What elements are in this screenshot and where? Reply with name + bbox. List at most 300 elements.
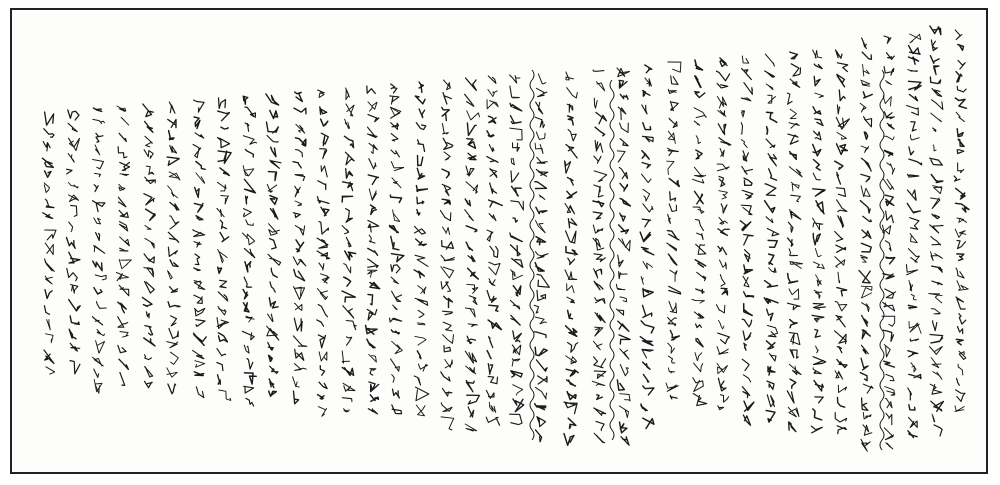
handwritten-glyph xyxy=(294,287,305,300)
handwritten-glyph xyxy=(171,316,177,326)
handwritten-glyph xyxy=(696,150,702,159)
handwritten-glyph xyxy=(320,366,324,376)
handwritten-glyph xyxy=(568,343,578,353)
handwritten-glyph xyxy=(567,297,575,303)
handwritten-glyph xyxy=(368,259,379,268)
handwritten-glyph xyxy=(595,313,605,323)
handwritten-glyph xyxy=(769,268,776,273)
handwritten-glyph xyxy=(619,80,627,88)
handwritten-glyph xyxy=(418,156,423,166)
handwritten-glyph xyxy=(536,102,543,114)
handwritten-glyph xyxy=(789,167,802,177)
handwritten-glyph xyxy=(510,86,519,98)
handwritten-glyph xyxy=(538,376,548,384)
handwritten-glyph xyxy=(513,218,518,222)
handwritten-glyph xyxy=(120,222,128,231)
handwritten-glyph xyxy=(862,230,871,238)
handwritten-glyph xyxy=(594,357,606,368)
handwritten-glyph xyxy=(837,105,839,114)
handwritten-glyph xyxy=(884,112,894,119)
handwritten-glyph xyxy=(568,258,575,264)
handwritten-glyph xyxy=(270,110,278,118)
handwritten-glyph xyxy=(862,243,872,252)
handwritten-column xyxy=(564,72,578,445)
handwritten-glyph xyxy=(816,275,822,286)
handwritten-glyph xyxy=(170,260,178,267)
handwritten-glyph xyxy=(617,380,624,390)
handwritten-glyph xyxy=(270,366,278,373)
handwritten-glyph xyxy=(620,213,626,221)
handwritten-glyph xyxy=(789,289,799,299)
handwritten-glyph xyxy=(669,179,679,187)
handwritten-column xyxy=(167,102,180,394)
handwritten-glyph xyxy=(932,214,940,219)
handwritten-glyph xyxy=(741,98,750,101)
handwritten-glyph xyxy=(670,270,677,281)
handwritten-glyph xyxy=(168,302,180,307)
handwritten-glyph xyxy=(911,294,916,299)
handwritten-glyph xyxy=(721,204,727,213)
handwritten-glyph xyxy=(645,65,652,73)
handwritten-glyph xyxy=(146,209,156,220)
editorial-wavy-line xyxy=(530,70,534,440)
handwritten-glyph xyxy=(489,402,496,412)
handwritten-glyph xyxy=(767,229,779,236)
handwritten-glyph xyxy=(908,57,918,64)
handwritten-glyph xyxy=(488,90,497,97)
handwritten-glyph xyxy=(717,347,728,355)
handwritten-glyph xyxy=(468,407,474,417)
handwritten-glyph xyxy=(244,209,252,217)
handwritten-glyph xyxy=(836,50,842,58)
handwritten-glyph xyxy=(719,138,731,146)
handwritten-glyph xyxy=(266,94,279,105)
handwritten-glyph xyxy=(94,185,98,192)
handwritten-glyph xyxy=(144,150,153,159)
handwritten-glyph xyxy=(885,241,891,251)
handwritten-glyph xyxy=(319,352,327,361)
handwritten-glyph xyxy=(669,301,677,312)
handwritten-glyph xyxy=(296,138,306,146)
handwritten-glyph xyxy=(696,136,700,144)
handwritten-glyph xyxy=(884,150,892,156)
handwritten-glyph xyxy=(720,275,725,286)
handwritten-glyph xyxy=(467,111,480,120)
handwritten-glyph xyxy=(318,181,326,190)
handwritten-glyph xyxy=(790,320,797,328)
handwritten-glyph xyxy=(69,329,76,339)
handwritten-glyph xyxy=(566,72,574,80)
handwritten-glyph xyxy=(670,101,678,110)
handwritten-glyph xyxy=(170,216,179,229)
handwritten-glyph xyxy=(317,251,329,259)
handwritten-glyph xyxy=(567,191,577,198)
handwritten-glyph xyxy=(145,282,155,294)
handwritten-glyph xyxy=(143,104,153,117)
handwritten-glyph xyxy=(909,374,922,378)
handwritten-glyph xyxy=(488,320,501,330)
handwritten-glyph xyxy=(930,335,943,344)
handwritten-glyph xyxy=(790,79,800,87)
handwritten-glyph xyxy=(567,88,578,98)
handwritten-glyph xyxy=(957,86,966,92)
handwritten-column xyxy=(465,78,480,431)
handwritten-glyph xyxy=(886,414,892,425)
handwritten-glyph xyxy=(195,361,205,368)
handwritten-glyph xyxy=(467,139,476,149)
handwritten-glyph xyxy=(696,324,702,328)
handwritten-glyph xyxy=(641,321,654,333)
handwritten-column xyxy=(217,98,231,400)
handwritten-glyph xyxy=(145,381,153,387)
handwritten-glyph xyxy=(510,414,522,424)
handwritten-glyph xyxy=(270,282,275,292)
handwritten-glyph xyxy=(539,195,545,200)
handwritten-glyph xyxy=(836,117,849,129)
handwritten-glyph xyxy=(765,281,778,288)
handwritten-glyph xyxy=(838,216,844,228)
handwritten-glyph xyxy=(95,275,106,280)
handwritten-glyph xyxy=(642,219,650,227)
handwritten-glyph xyxy=(391,265,400,273)
handwritten-glyph xyxy=(835,331,847,344)
handwritten-column xyxy=(390,84,404,414)
handwritten-glyph xyxy=(342,196,352,202)
handwritten-glyph xyxy=(695,60,703,70)
handwritten-glyph xyxy=(393,210,400,222)
handwritten-glyph xyxy=(716,305,724,313)
handwritten-glyph xyxy=(861,439,870,451)
handwritten-glyph xyxy=(321,207,329,216)
handwritten-glyph xyxy=(194,268,200,270)
handwritten-glyph xyxy=(170,287,178,293)
handwritten-glyph xyxy=(957,218,967,222)
handwritten-glyph xyxy=(695,191,704,204)
handwritten-glyph xyxy=(391,162,403,171)
handwritten-glyph xyxy=(768,326,778,337)
handwritten-glyph xyxy=(767,395,774,407)
handwritten-glyph xyxy=(932,414,935,422)
handwritten-glyph xyxy=(119,133,126,141)
handwritten-glyph xyxy=(391,123,399,130)
handwritten-glyph xyxy=(295,186,301,197)
handwritten-glyph xyxy=(955,229,966,237)
handwritten-glyph xyxy=(742,359,749,370)
handwritten-glyph xyxy=(120,373,125,386)
handwritten-glyph xyxy=(643,136,654,141)
handwritten-glyph xyxy=(717,164,729,171)
handwritten-glyph xyxy=(743,415,750,425)
handwritten-glyph xyxy=(119,359,128,369)
handwritten-glyph xyxy=(118,317,128,328)
handwritten-glyph xyxy=(642,105,647,114)
handwritten-glyph xyxy=(787,93,792,104)
handwritten-glyph xyxy=(835,257,845,268)
handwritten-glyph xyxy=(392,291,402,301)
handwritten-glyph xyxy=(442,184,451,195)
handwritten-glyph xyxy=(168,384,176,394)
handwritten-glyph xyxy=(695,76,701,88)
handwritten-glyph xyxy=(697,233,703,240)
handwritten-glyph xyxy=(442,124,448,135)
handwritten-glyph xyxy=(790,349,798,358)
handwritten-glyph xyxy=(220,280,227,287)
handwritten-glyph xyxy=(96,233,100,241)
handwritten-glyph xyxy=(955,406,964,412)
handwritten-glyph xyxy=(695,353,702,361)
handwritten-glyph xyxy=(642,163,651,169)
handwritten-glyph xyxy=(788,303,801,310)
handwritten-glyph xyxy=(643,262,652,269)
handwritten-glyph xyxy=(671,76,678,85)
handwritten-glyph xyxy=(766,139,775,148)
handwritten-glyph xyxy=(218,333,227,342)
handwritten-glyph xyxy=(441,403,452,412)
handwritten-glyph xyxy=(930,158,943,165)
handwritten-glyph xyxy=(861,286,872,298)
handwritten-glyph xyxy=(790,261,803,268)
handwritten-glyph xyxy=(861,174,870,182)
handwritten-glyph xyxy=(343,306,354,318)
handwritten-glyph xyxy=(294,391,299,404)
handwritten-glyph xyxy=(616,284,625,289)
handwritten-glyph xyxy=(390,225,399,232)
handwritten-glyph xyxy=(271,268,277,277)
handwritten-glyph xyxy=(668,131,675,143)
handwritten-glyph xyxy=(70,343,80,351)
handwritten-glyph xyxy=(244,249,254,258)
handwritten-glyph xyxy=(196,173,205,184)
handwritten-glyph xyxy=(694,312,703,318)
handwritten-column xyxy=(42,112,56,374)
handwritten-glyph xyxy=(621,437,629,446)
handwritten-glyph xyxy=(813,173,820,180)
handwritten-glyph xyxy=(145,226,151,230)
handwritten-glyph xyxy=(642,151,649,160)
handwritten-glyph xyxy=(643,91,650,97)
handwritten-glyph xyxy=(118,197,126,207)
handwritten-glyph xyxy=(769,169,777,181)
handwritten-glyph xyxy=(269,298,278,308)
handwritten-glyph xyxy=(346,238,351,247)
handwritten-glyph xyxy=(443,227,450,235)
handwritten-glyph xyxy=(93,357,104,366)
handwritten-glyph xyxy=(368,127,378,138)
handwritten-glyph xyxy=(345,119,350,128)
handwritten-glyph xyxy=(791,64,800,76)
handwritten-glyph xyxy=(390,195,401,202)
handwritten-glyph xyxy=(487,131,494,137)
handwritten-glyph xyxy=(813,304,825,310)
handwritten-glyph xyxy=(168,271,173,279)
handwritten-glyph xyxy=(392,405,402,414)
handwritten-glyph xyxy=(490,168,497,177)
handwritten-glyph xyxy=(93,261,102,271)
handwritten-glyph xyxy=(932,89,942,97)
handwritten-glyph xyxy=(44,183,49,193)
handwritten-glyph xyxy=(120,332,128,338)
handwritten-glyph xyxy=(217,318,229,329)
handwritten-glyph xyxy=(696,220,704,231)
handwritten-glyph xyxy=(346,209,353,223)
handwritten-glyph xyxy=(744,343,747,350)
handwritten-glyph xyxy=(441,255,455,261)
handwritten-glyph xyxy=(441,282,450,292)
handwritten-glyph xyxy=(568,116,574,125)
handwritten-glyph xyxy=(767,309,773,321)
handwritten-glyph xyxy=(418,364,427,371)
handwritten-glyph xyxy=(789,123,799,128)
handwritten-glyph xyxy=(168,232,179,242)
handwritten-glyph xyxy=(885,195,893,205)
handwritten-glyph xyxy=(45,276,52,284)
handwritten-glyph xyxy=(744,401,754,411)
handwritten-glyph xyxy=(958,364,963,375)
handwritten-glyph xyxy=(295,175,305,181)
handwritten-glyph xyxy=(217,182,226,191)
handwritten-glyph xyxy=(930,225,943,233)
handwritten-glyph xyxy=(957,281,968,291)
handwritten-glyph xyxy=(884,36,891,43)
handwritten-glyph xyxy=(835,302,847,311)
handwritten-glyph xyxy=(642,349,653,358)
handwritten-glyph xyxy=(392,341,403,353)
handwritten-glyph xyxy=(860,103,866,112)
handwritten-glyph xyxy=(442,241,454,250)
handwritten-glyph xyxy=(816,201,824,214)
handwritten-glyph xyxy=(720,148,724,156)
handwritten-glyph xyxy=(465,210,474,221)
handwritten-glyph xyxy=(344,277,351,286)
handwritten-glyph xyxy=(67,238,76,249)
handwritten-glyph xyxy=(640,232,650,242)
handwritten-glyph xyxy=(838,272,840,282)
manuscript-sheet xyxy=(10,8,988,474)
handwritten-glyph xyxy=(668,368,674,373)
handwritten-glyph xyxy=(620,94,628,99)
handwritten-glyph xyxy=(513,143,520,152)
handwritten-glyph xyxy=(391,134,398,141)
handwritten-glyph xyxy=(789,333,800,345)
handwritten-glyph xyxy=(568,310,573,318)
handwritten-column xyxy=(414,82,429,416)
handwritten-glyph xyxy=(218,151,231,164)
handwritten-glyph xyxy=(97,329,105,335)
handwritten-glyph xyxy=(416,405,425,416)
handwritten-glyph xyxy=(244,386,254,393)
handwritten-glyph xyxy=(596,421,604,430)
handwritten-glyph xyxy=(886,443,893,449)
handwritten-glyph xyxy=(568,418,576,428)
handwritten-glyph xyxy=(415,298,428,305)
handwritten-glyph xyxy=(789,422,796,432)
handwritten-glyph xyxy=(909,405,915,410)
handwritten-glyph xyxy=(930,77,940,84)
handwritten-glyph xyxy=(594,254,605,262)
handwritten-glyph xyxy=(932,266,943,272)
handwritten-glyph xyxy=(467,336,475,343)
handwritten-glyph xyxy=(168,247,177,256)
handwritten-glyph xyxy=(862,52,871,59)
handwritten-glyph xyxy=(342,351,349,363)
handwritten-glyph xyxy=(296,124,305,133)
handwritten-glyph xyxy=(619,167,627,178)
handwritten-glyph xyxy=(595,140,603,152)
handwritten-glyph xyxy=(536,132,545,140)
handwritten-glyph xyxy=(367,339,375,348)
handwritten-glyph xyxy=(194,281,205,290)
handwritten-glyph xyxy=(789,249,797,256)
handwritten-glyph xyxy=(268,314,273,321)
handwritten-glyph xyxy=(720,58,727,66)
handwritten-glyph xyxy=(742,166,753,174)
handwritten-glyph xyxy=(70,361,80,374)
handwritten-glyph xyxy=(745,250,751,262)
handwritten-glyph xyxy=(642,174,652,183)
handwritten-glyph xyxy=(957,150,964,154)
handwritten-glyph xyxy=(742,69,752,80)
handwritten-glyph xyxy=(367,86,376,94)
handwritten-glyph xyxy=(511,315,520,325)
handwritten-glyph xyxy=(293,213,300,218)
handwritten-glyph xyxy=(696,244,706,254)
handwritten-glyph xyxy=(911,122,916,131)
handwritten-glyph xyxy=(68,183,78,189)
handwritten-glyph xyxy=(566,356,577,364)
handwritten-glyph xyxy=(744,178,752,185)
handwritten-glyph xyxy=(416,239,427,246)
handwritten-glyph xyxy=(886,374,894,380)
handwritten-glyph xyxy=(245,373,257,384)
handwritten-glyph xyxy=(245,123,249,131)
handwritten-glyph xyxy=(342,291,355,302)
handwritten-glyph xyxy=(957,378,960,385)
handwritten-glyph xyxy=(884,361,895,367)
handwritten-glyph xyxy=(95,145,100,155)
handwritten-glyph xyxy=(466,242,472,250)
handwritten-glyph xyxy=(641,247,654,255)
handwritten-glyph xyxy=(465,351,476,363)
handwritten-glyph xyxy=(244,179,255,193)
handwritten-glyph xyxy=(838,385,846,392)
handwritten-glyph xyxy=(267,136,278,143)
handwritten-glyph xyxy=(343,182,353,191)
handwritten-glyph xyxy=(694,121,699,125)
handwritten-glyph xyxy=(417,323,425,325)
handwritten-glyph xyxy=(442,107,450,120)
handwritten-glyph xyxy=(170,202,179,210)
handwritten-glyph xyxy=(246,398,254,406)
handwritten-glyph xyxy=(536,88,547,96)
handwritten-glyph xyxy=(45,290,52,299)
handwritten-glyph xyxy=(617,151,625,162)
handwritten-glyph xyxy=(391,150,399,157)
handwritten-glyph xyxy=(668,317,677,325)
handwritten-glyph xyxy=(119,259,131,268)
handwritten-glyph xyxy=(45,171,51,177)
handwritten-glyph xyxy=(243,166,254,176)
handwritten-glyph xyxy=(717,71,730,81)
handwritten-glyph xyxy=(317,238,328,248)
handwritten-glyph xyxy=(218,111,230,121)
handwritten-glyph xyxy=(146,166,154,174)
handwritten-glyph xyxy=(369,159,376,169)
handwritten-glyph xyxy=(120,174,129,176)
handwritten-glyph xyxy=(268,172,276,181)
handwritten-column xyxy=(740,56,754,425)
handwritten-glyph xyxy=(693,179,704,183)
handwritten-glyph xyxy=(929,294,942,303)
